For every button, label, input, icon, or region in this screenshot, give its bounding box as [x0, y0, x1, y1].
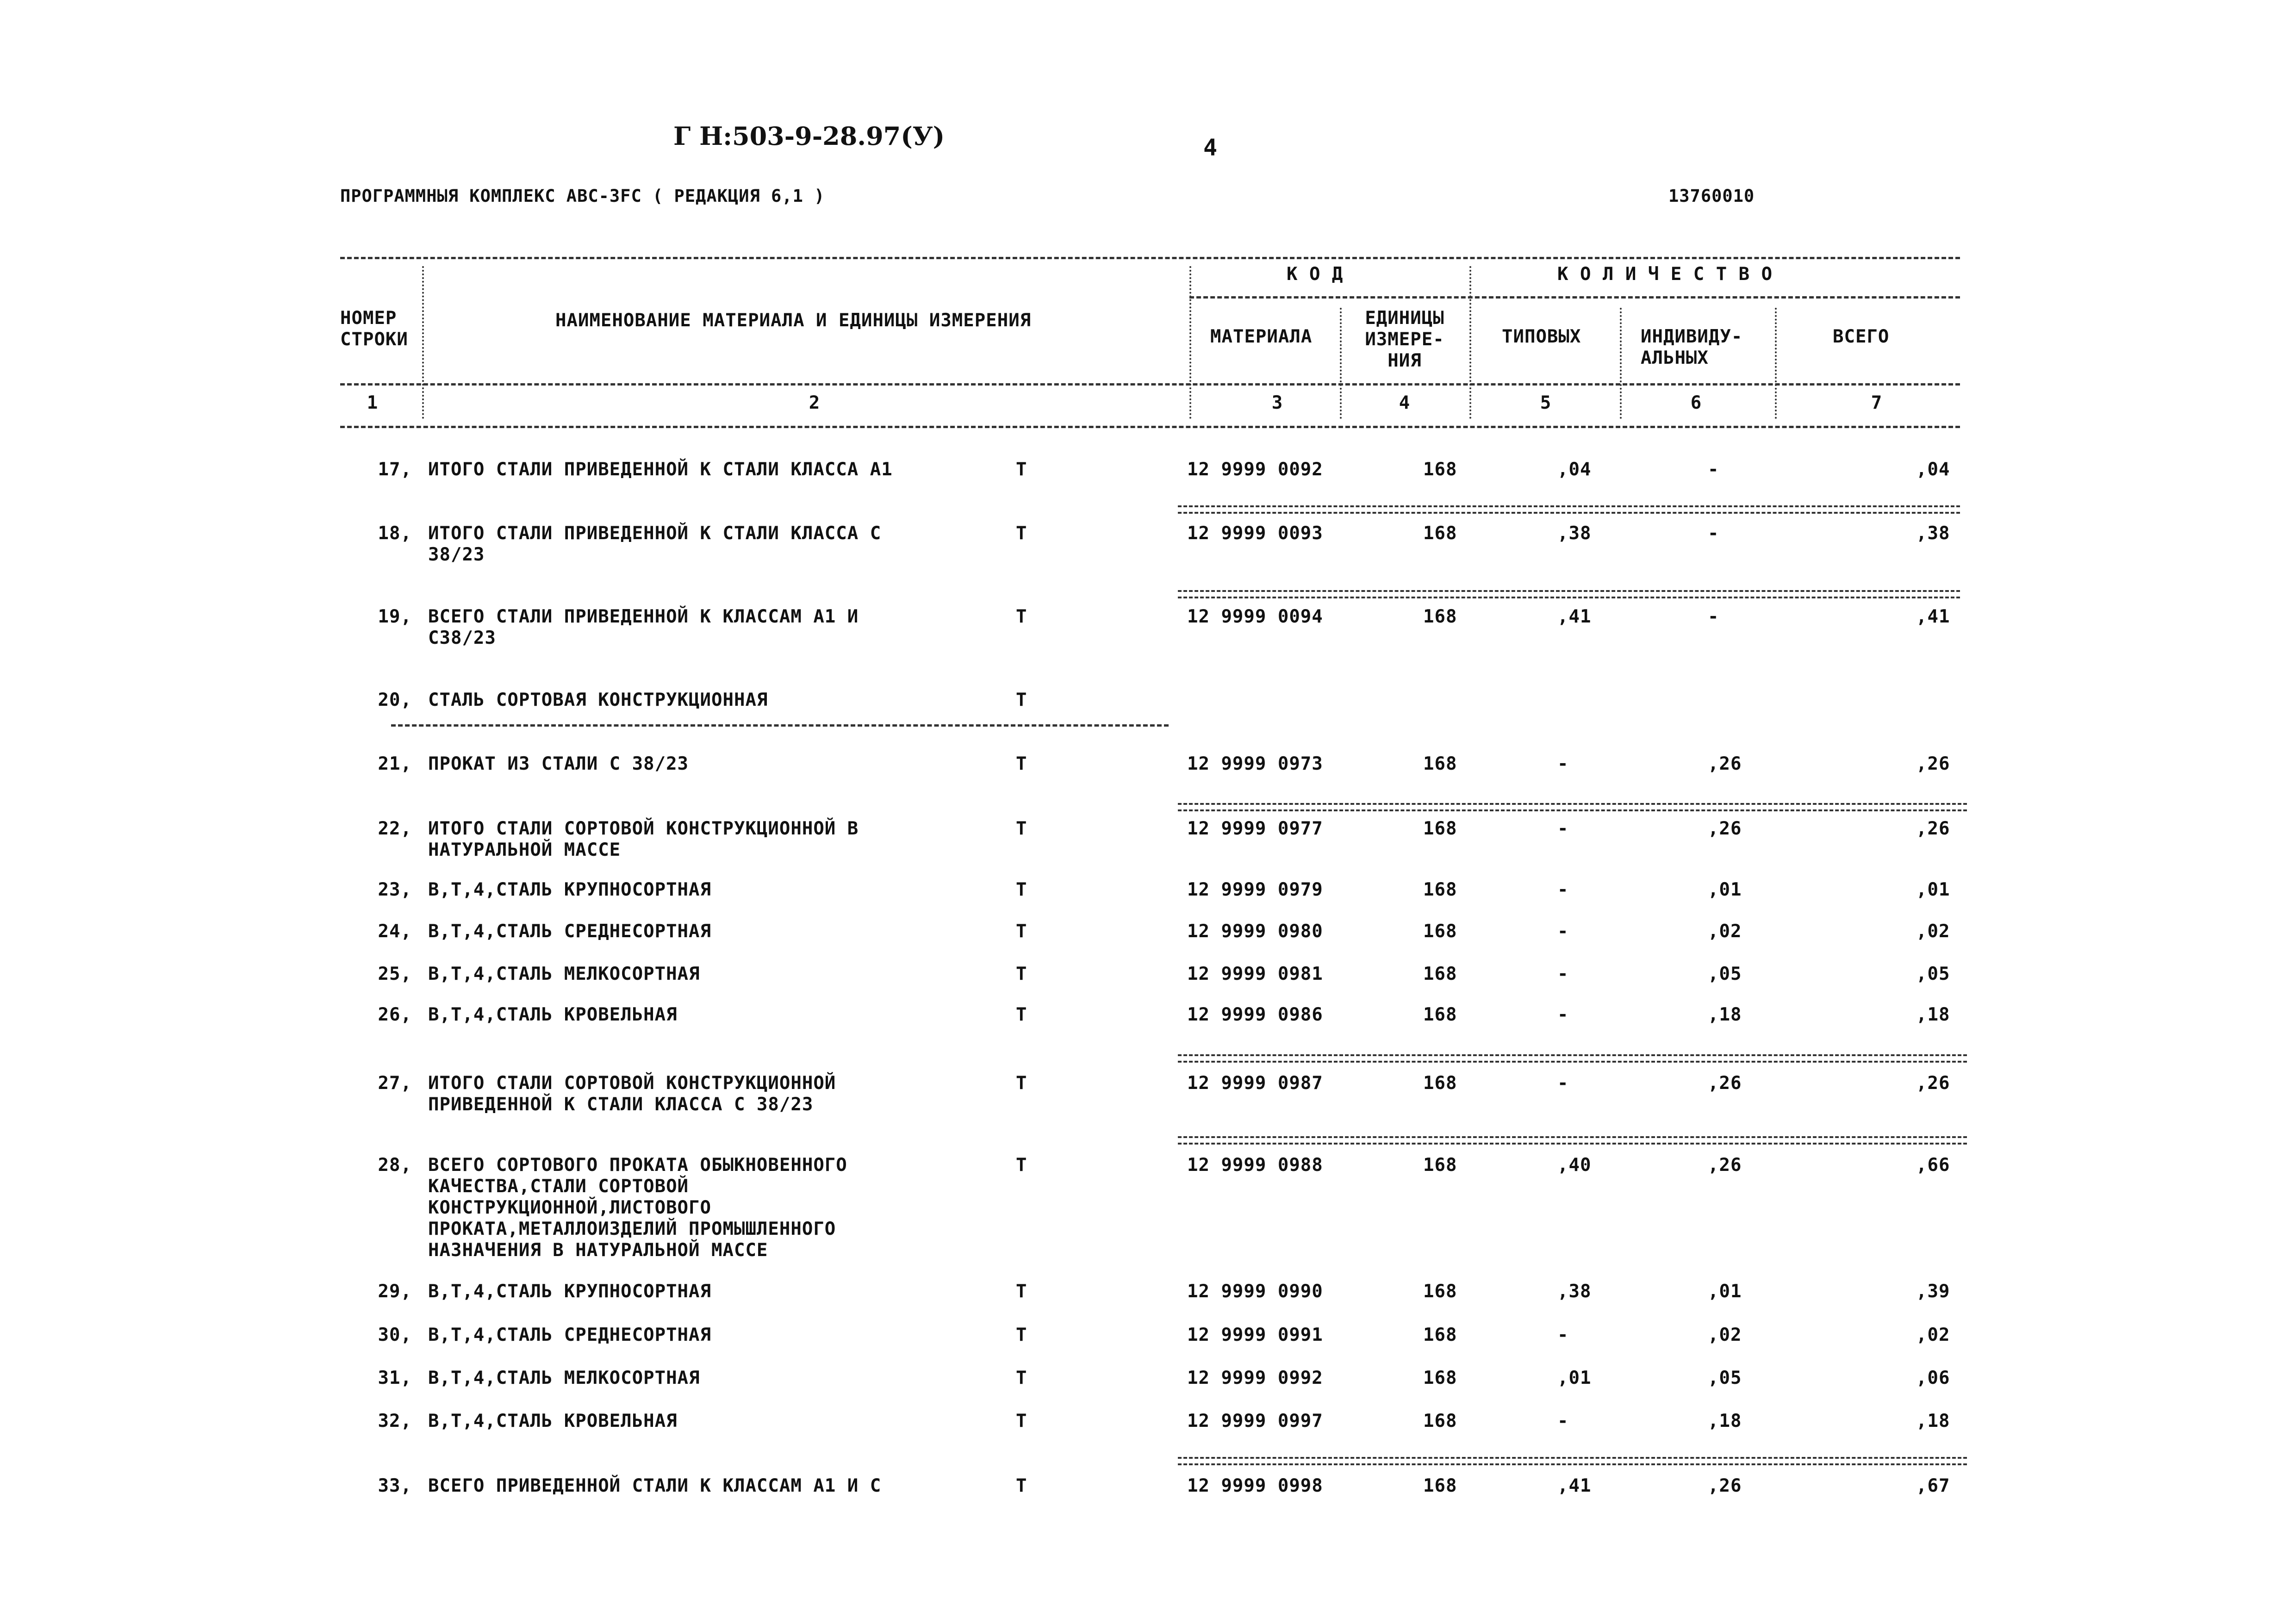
double-rule [1178, 1457, 1967, 1465]
row-total: ,38 [1916, 523, 1950, 544]
row-typical: ,40 [1557, 1155, 1592, 1176]
col-number-5: 5 [1540, 392, 1552, 413]
row-typical: - [1557, 921, 1569, 942]
row-typical: ,41 [1557, 606, 1592, 627]
row-unit: Т [1016, 1155, 1027, 1176]
row-total: ,02 [1916, 921, 1950, 942]
double-rule [1178, 1054, 1967, 1063]
row-unit: Т [1016, 523, 1027, 544]
row-total: ,67 [1916, 1475, 1950, 1496]
row-total: ,26 [1916, 818, 1950, 839]
row-unit-code: 168 [1423, 1411, 1457, 1431]
row-typical: - [1557, 753, 1569, 774]
row-total: ,05 [1916, 964, 1950, 984]
row-number: 18, [378, 523, 412, 544]
row-material-code: 12 9999 0991 [1187, 1325, 1323, 1345]
row-name: ВСЕГО СТАЛИ ПРИВЕДЕННОЙ К КЛАССАМ А1 И С38/23 [428, 606, 859, 648]
row-number: 33, [378, 1475, 412, 1496]
row-name: В,Т,4,СТАЛЬ СРЕДНЕСОРТНАЯ [428, 1325, 711, 1345]
row-typical: - [1557, 879, 1569, 900]
row-unit-code: 168 [1423, 1281, 1457, 1302]
col-number-7: 7 [1871, 392, 1883, 413]
row-material-code: 12 9999 0979 [1187, 879, 1323, 900]
row-individual: ,26 [1708, 818, 1742, 839]
row-number: 28, [378, 1155, 412, 1176]
row-number: 31, [378, 1368, 412, 1388]
row-individual: ,26 [1708, 1073, 1742, 1094]
row-unit: Т [1016, 1281, 1027, 1302]
row-unit: Т [1016, 690, 1027, 710]
row-typical: - [1557, 1073, 1569, 1094]
row-unit-code: 168 [1423, 753, 1457, 774]
row-total: ,18 [1916, 1411, 1950, 1431]
row-unit: Т [1016, 1073, 1027, 1094]
row-unit-code: 168 [1423, 1475, 1457, 1496]
row-unit: Т [1016, 1004, 1027, 1025]
row-number: 20, [378, 690, 412, 710]
header-material: МАТЕРИАЛА [1210, 326, 1313, 347]
col-sep [1469, 266, 1471, 419]
header-unit: ЕДИНИЦЫ ИЗМЕРЕ- НИЯ [1365, 308, 1444, 371]
row-name: ВСЕГО ПРИВЕДЕННОЙ СТАЛИ К КЛАССАМ А1 И С [428, 1475, 882, 1496]
section-underline [391, 724, 1169, 727]
row-material-code: 12 9999 0980 [1187, 921, 1323, 942]
row-number: 24, [378, 921, 412, 942]
row-typical: ,38 [1557, 1281, 1592, 1302]
row-number: 27, [378, 1073, 412, 1094]
col-sep [1189, 266, 1191, 419]
row-number: 17, [378, 459, 412, 480]
row-unit: Т [1016, 1475, 1027, 1496]
header-group-rule [1189, 296, 1960, 299]
row-unit-code: 168 [1423, 1325, 1457, 1345]
row-material-code: 12 9999 0992 [1187, 1368, 1323, 1388]
row-total: ,41 [1916, 606, 1950, 627]
row-unit: Т [1016, 606, 1027, 627]
double-rule [1178, 1136, 1967, 1145]
row-material-code: 12 9999 0986 [1187, 1004, 1323, 1025]
row-typical: - [1557, 964, 1569, 984]
header-mid-rule [340, 383, 1960, 386]
row-material-code: 12 9999 0092 [1187, 459, 1323, 480]
row-total: ,26 [1916, 753, 1950, 774]
page-number: 4 [1203, 134, 1218, 161]
row-name: В,Т,4,СТАЛЬ МЕЛКОСОРТНАЯ [428, 964, 700, 984]
row-unit: Т [1016, 818, 1027, 839]
row-unit-code: 168 [1423, 964, 1457, 984]
document-code: Г Н:503-9-28.97(У) [673, 121, 945, 151]
col-number-1: 1 [367, 392, 379, 413]
row-unit: Т [1016, 1325, 1027, 1345]
row-individual: ,26 [1708, 1155, 1742, 1176]
row-material-code: 12 9999 0990 [1187, 1281, 1323, 1302]
header-total: ВСЕГО [1833, 326, 1890, 347]
row-typical: ,01 [1557, 1368, 1592, 1388]
row-material-code: 12 9999 0977 [1187, 818, 1323, 839]
double-rule [1178, 803, 1967, 811]
row-unit-code: 168 [1423, 523, 1457, 544]
row-typical: - [1557, 1004, 1569, 1025]
row-total: ,06 [1916, 1368, 1950, 1388]
row-unit-code: 168 [1423, 921, 1457, 942]
header-top-rule [340, 257, 1960, 259]
row-unit: Т [1016, 1411, 1027, 1431]
row-typical: ,41 [1557, 1475, 1592, 1496]
header-typical: ТИПОВЫХ [1502, 326, 1581, 347]
row-number: 25, [378, 964, 412, 984]
row-name: В,Т,4,СТАЛЬ КРОВЕЛЬНАЯ [428, 1004, 678, 1025]
row-number: 32, [378, 1411, 412, 1431]
header-row-no: НОМЕР СТРОКИ [340, 308, 408, 350]
col-sep [1340, 308, 1342, 419]
program-line: ПРОГРАММНЫЯ КОМПЛЕКС АВС-ЗFС ( РЕДАКЦИЯ 6,1 ) [340, 186, 825, 206]
row-individual: ,18 [1708, 1004, 1742, 1025]
row-typical: - [1557, 818, 1569, 839]
row-unit-code: 168 [1423, 606, 1457, 627]
row-total: ,39 [1916, 1281, 1950, 1302]
row-number: 30, [378, 1325, 412, 1345]
row-unit: Т [1016, 964, 1027, 984]
row-individual: ,18 [1708, 1411, 1742, 1431]
header-bottom-rule [340, 426, 1960, 428]
row-unit: Т [1016, 459, 1027, 480]
row-name: СТАЛЬ СОРТОВАЯ КОНСТРУКЦИОННАЯ [428, 690, 768, 710]
row-typical: ,38 [1557, 523, 1592, 544]
row-unit: Т [1016, 753, 1027, 774]
row-individual: ,02 [1708, 921, 1742, 942]
row-number: 26, [378, 1004, 412, 1025]
row-individual: ,05 [1708, 964, 1742, 984]
row-name: В,Т,4,СТАЛЬ КРУПНОСОРТНАЯ [428, 879, 711, 900]
row-name: ИТОГО СТАЛИ ПРИВЕДЕННОЙ К СТАЛИ КЛАССА А1 [428, 459, 893, 480]
row-material-code: 12 9999 0998 [1187, 1475, 1323, 1496]
row-unit: Т [1016, 1368, 1027, 1388]
row-material-code: 12 9999 0988 [1187, 1155, 1323, 1176]
double-rule [1178, 505, 1960, 514]
row-individual: - [1708, 606, 1719, 627]
row-typical: - [1557, 1411, 1569, 1431]
row-number: 29, [378, 1281, 412, 1302]
row-material-code: 12 9999 0973 [1187, 753, 1323, 774]
row-number: 23, [378, 879, 412, 900]
row-total: ,26 [1916, 1073, 1950, 1094]
col-number-2: 2 [809, 392, 821, 413]
row-unit: Т [1016, 921, 1027, 942]
col-sep [1620, 308, 1622, 419]
row-individual: ,02 [1708, 1325, 1742, 1345]
col-number-3: 3 [1271, 392, 1283, 413]
header-individual: ИНДИВИДУ- АЛЬНЫХ [1641, 326, 1743, 368]
row-typical: ,04 [1557, 459, 1592, 480]
row-material-code: 12 9999 0987 [1187, 1073, 1323, 1094]
row-unit-code: 168 [1423, 459, 1457, 480]
row-name: ИТОГО СТАЛИ СОРТОВОЙ КОНСТРУКЦИОННОЙ ПРИВЕДЕННОЙ К СТАЛИ КЛАССА С 38/23 [428, 1073, 836, 1115]
row-name: ИТОГО СТАЛИ ПРИВЕДЕННОЙ К СТАЛИ КЛАССА С 38/23 [428, 523, 882, 565]
row-material-code: 12 9999 0981 [1187, 964, 1323, 984]
row-number: 22, [378, 818, 412, 839]
row-material-code: 12 9999 0093 [1187, 523, 1323, 544]
row-individual: ,05 [1708, 1368, 1742, 1388]
col-sep [422, 266, 424, 419]
row-name: В,Т,4,СТАЛЬ МЕЛКОСОРТНАЯ [428, 1368, 700, 1388]
row-individual: - [1708, 523, 1719, 544]
row-typical: - [1557, 1325, 1569, 1345]
header-code-group: К О Д [1287, 264, 1344, 285]
row-individual: ,01 [1708, 1281, 1742, 1302]
row-individual: ,26 [1708, 753, 1742, 774]
row-number: 21, [378, 753, 412, 774]
row-individual: ,26 [1708, 1475, 1742, 1496]
row-name: В,Т,4,СТАЛЬ СРЕДНЕСОРТНАЯ [428, 921, 711, 942]
document-id: 13760010 [1668, 186, 1755, 206]
row-unit: Т [1016, 879, 1027, 900]
row-total: ,04 [1916, 459, 1950, 480]
col-sep [1775, 308, 1777, 419]
row-unit-code: 168 [1423, 1073, 1457, 1094]
row-name: В,Т,4,СТАЛЬ КРУПНОСОРТНАЯ [428, 1281, 711, 1302]
row-number: 19, [378, 606, 412, 627]
row-name: ИТОГО СТАЛИ СОРТОВОЙ КОНСТРУКЦИОННОЙ В НАТУРАЛЬНОЙ МАССЕ [428, 818, 859, 860]
row-name: ПРОКАТ ИЗ СТАЛИ С 38/23 [428, 753, 689, 774]
row-individual: - [1708, 459, 1719, 480]
row-unit-code: 168 [1423, 818, 1457, 839]
row-total: ,18 [1916, 1004, 1950, 1025]
header-name: НАИМЕНОВАНИЕ МАТЕРИАЛА И ЕДИНИЦЫ ИЗМЕРЕНИЯ [555, 310, 1032, 331]
col-number-4: 4 [1399, 392, 1411, 413]
row-material-code: 12 9999 0997 [1187, 1411, 1323, 1431]
row-unit-code: 168 [1423, 1155, 1457, 1176]
double-rule [1178, 590, 1960, 598]
row-name: ВСЕГО СОРТОВОГО ПРОКАТА ОБЫКНОВЕННОГО КАЧЕСТВА,СТАЛИ СОРТОВОЙ КОНСТРУКЦИОННОЙ,ЛИСТОВОГО ПРОКАТА,МЕТАЛЛОИЗДЕЛИЙ ПРОМЫШЛЕННОГО НАЗНАЧЕНИЯ В НАТУРАЛЬНОЙ МАССЕ [428, 1155, 847, 1261]
row-total: ,02 [1916, 1325, 1950, 1345]
row-individual: ,01 [1708, 879, 1742, 900]
row-material-code: 12 9999 0094 [1187, 606, 1323, 627]
row-unit-code: 168 [1423, 1004, 1457, 1025]
row-unit-code: 168 [1423, 1368, 1457, 1388]
col-number-6: 6 [1690, 392, 1702, 413]
header-qty-group: К О Л И Ч Е С Т В О [1557, 264, 1773, 285]
row-unit-code: 168 [1423, 879, 1457, 900]
row-name: В,Т,4,СТАЛЬ КРОВЕЛЬНАЯ [428, 1411, 678, 1431]
row-total: ,01 [1916, 879, 1950, 900]
row-total: ,66 [1916, 1155, 1950, 1176]
